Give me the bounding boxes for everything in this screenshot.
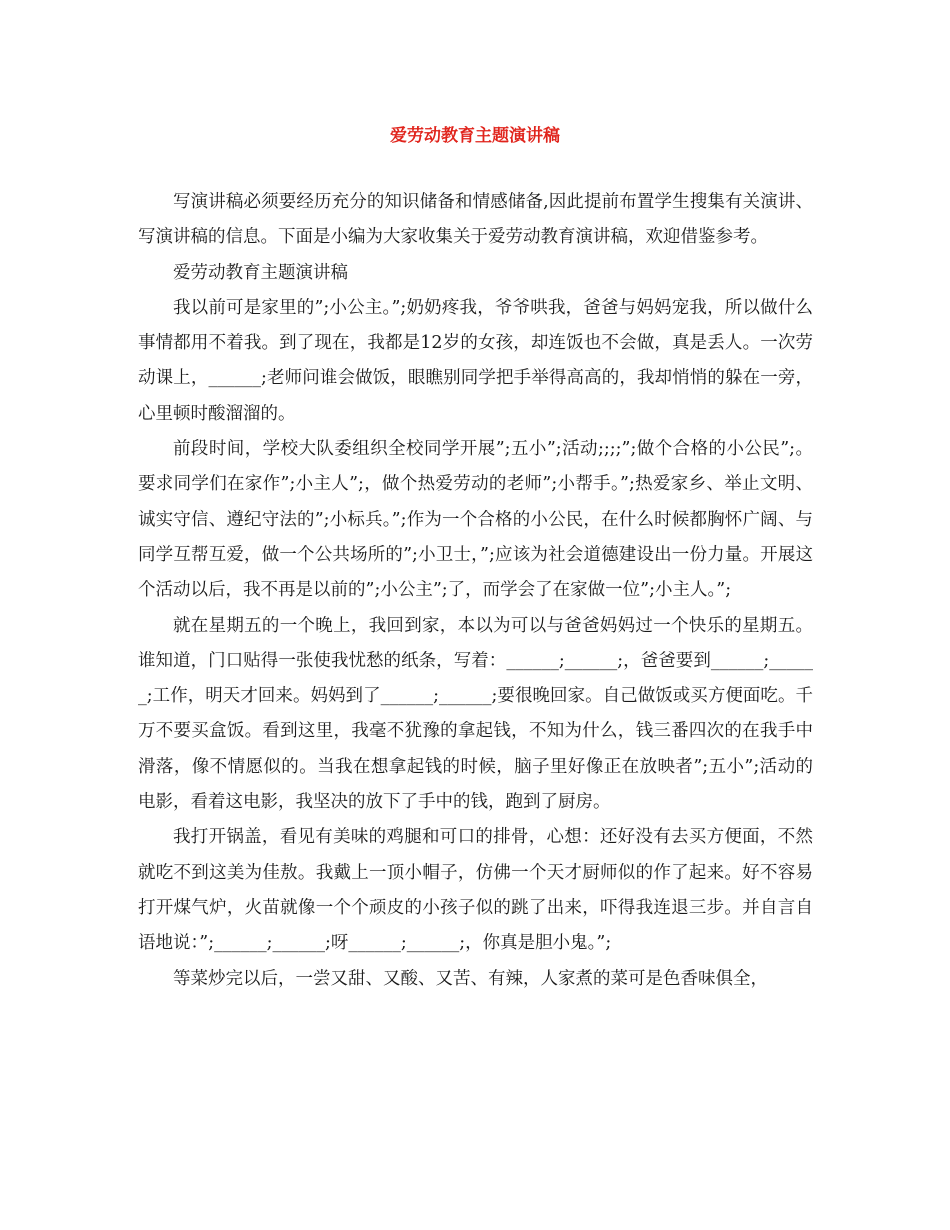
paragraph-2: 前段时间，学校大队委组织全校同学开展”;五小”;活动;;;;”;做个合格的小公民”;。要求同学们在家作”;小主人”;，做个热爱劳动的老师”;小帮手。”;热爱家乡、举止文明、诚实守信、遵纪守法的”;小标兵。”;作为一个合格的小公民，在什么时候都胸怀广阔、与同学互帮互爱，做一个公共场所的”;小卫士，”;应该为社会道德建设出一份力量。开展这个活动以后，我不再是以前的”;小公主”;了，而学会了在家做一位”;小主人。”; xyxy=(138,439,813,601)
document-body xyxy=(138,185,813,997)
paragraph-subtitle: 爱劳动教育主题演讲稿 xyxy=(173,262,348,283)
paragraph-4: 我打开锅盖，看见有美味的鸡腿和可口的排骨，心想：还好没有去买方便面，不然就吃不到这美为佳敖。我戴上一顶小帽子，仿佛一个天才厨师似的作了起来。好不容易打开煤气炉，火苗就像一个个顽皮的小孩子似的跳了出来，吓得我连退三步。并自言自语地说：”;______;______;呀______;______;，你真是胆小鬼。”; xyxy=(138,827,813,954)
document-title: 爱劳动教育主题演讲稿 xyxy=(390,126,560,146)
paragraph-1: 我以前可是家里的”;小公主。”;奶奶疼我，爷爷哄我，爸爸与妈妈宠我，所以做什么事情都用不着我。到了现在，我都是12岁的女孩，却连饭也不会做，真是丢人。一次劳动课上，______;老师问谁会做饭，眼瞧别同学把手举得高高的，我却悄悄的躲在一旁，心里顿时酸溜溜的。 xyxy=(138,297,813,424)
paragraph-5: 等菜炒完以后，一尝又甜、又酸、又苦、有辣，人家煮的菜可是色香味俱全， xyxy=(173,968,768,989)
paragraph-3: 就在星期五的一个晚上，我回到家，本以为可以与爸爸妈妈过一个快乐的星期五。谁知道，门口贴得一张使我忧愁的纸条，写着：______;______;，爸爸要到______;______;工作，明天才回来。妈妈到了______;______;要很晚回家。自己做饭或买方便面吃。千万不要买盒饭。看到这里，我毫不犹豫的拿起钱，不知为什么，钱三番四次的在我手中滑落，像不情愿似的。当我在想拿起钱的时候，脑子里好像正在放映者”;五小”;活动的电影，看着这电影，我坚决的放下了手中的钱，跑到了厨房。 xyxy=(138,615,813,813)
paragraph-intro: 写演讲稿必须要经历充分的知识储备和情感储备,因此提前布置学生搜集有关演讲、写演讲稿的信息。下面是小编为大家收集关于爱劳动教育演讲稿，欢迎借鉴参考。 xyxy=(138,192,813,248)
